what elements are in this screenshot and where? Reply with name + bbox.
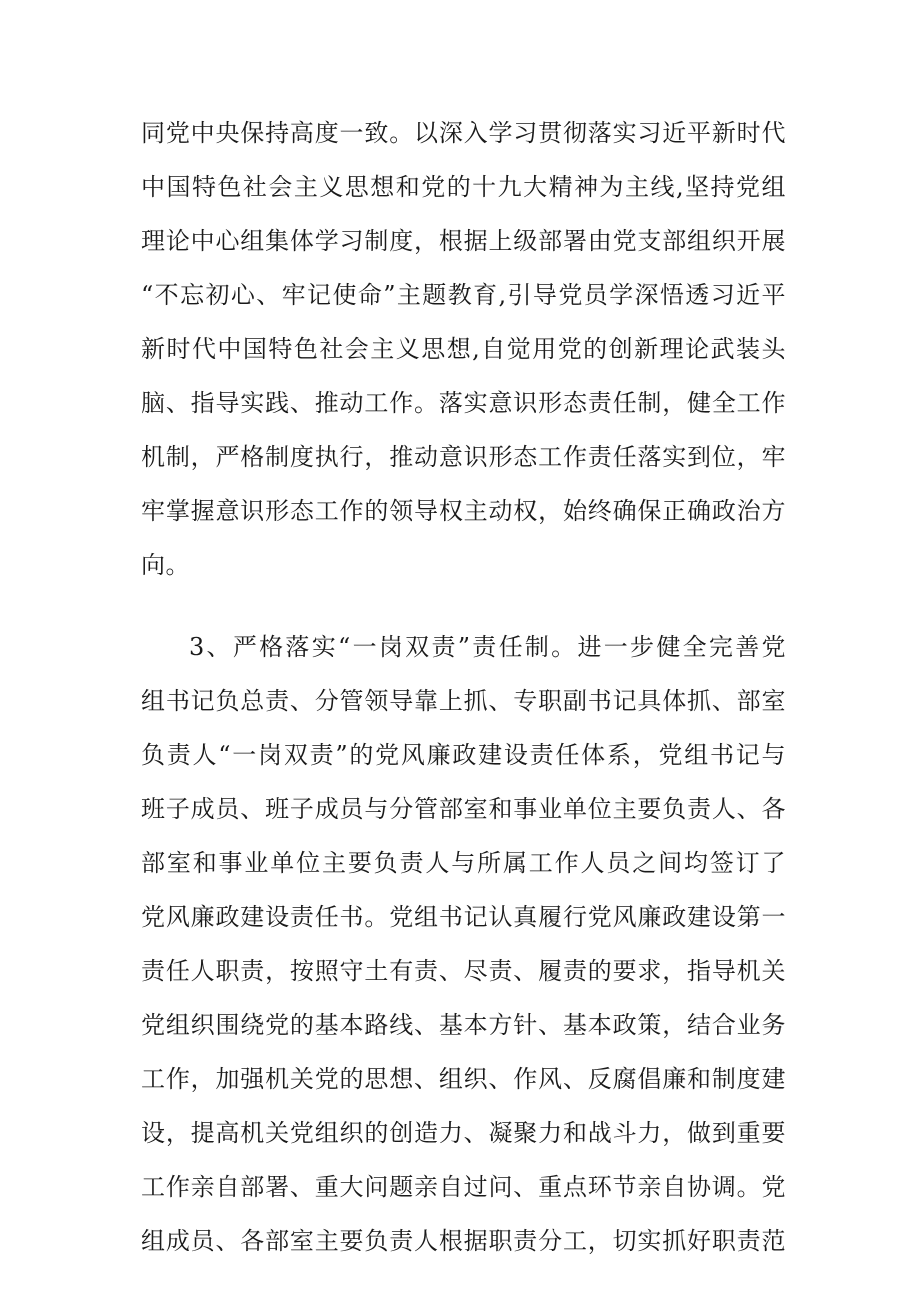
text-line: 向。	[141, 551, 190, 579]
text-line: 牢掌握意识形态工作的领导权主动权，始终确保正确政治方	[141, 497, 786, 525]
text-line: 工作亲自部署、重大问题亲自过问、重点环节亲自协调。党	[141, 1173, 786, 1201]
text-line: 脑、指导实践、推动工作。落实意识形态责任制，健全工作	[141, 389, 786, 417]
text-line: 班子成员、班子成员与分管部室和事业单位主要负责人、各	[141, 795, 786, 823]
text-line: “不忘初心、牢记使命”主题教育,引导党员学深悟透习近平	[141, 281, 786, 309]
text-line-first: 3、严格落实“一岗双责”责任制。进一步健全完善党	[189, 633, 786, 661]
text-line: 负责人“一岗双责”的党风廉政建设责任体系，党组书记与	[141, 741, 786, 769]
paragraph-one-post-two-duties	[141, 620, 786, 1268]
text-line: 部室和事业单位主要负责人与所属工作人员之间均签订了	[141, 849, 786, 877]
text-line: 设，提高机关党组织的创造力、凝聚力和战斗力，做到重要	[141, 1119, 786, 1147]
text-line: 组成员、各部室主要负责人根据职责分工，切实抓好职责范	[141, 1227, 786, 1255]
text-line: 责任人职责，按照守土有责、尽责、履责的要求，指导机关	[141, 957, 786, 985]
text-line: 理论中心组集体学习制度，根据上级部署由党支部组织开展	[141, 227, 786, 255]
text-line: 同党中央保持高度一致。以深入学习贯彻落实习近平新时代	[141, 119, 786, 147]
text-line: 工作，加强机关党的思想、组织、作风、反腐倡廉和制度建	[141, 1065, 786, 1093]
text-line: 组书记负总责、分管领导靠上抓、专职副书记具体抓、部室	[141, 687, 786, 715]
text-line: 中国特色社会主义思想和党的十九大精神为主线,坚持党组	[141, 173, 786, 201]
text-line: 党组织围绕党的基本路线、基本方针、基本政策，结合业务	[141, 1011, 786, 1039]
paragraph-political-study	[141, 106, 786, 592]
text-line: 党风廉政建设责任书。党组书记认真履行党风廉政建设第一	[141, 903, 786, 931]
text-line: 机制，严格制度执行，推动意识形态工作责任落实到位，牢	[141, 443, 786, 471]
text-line: 新时代中国特色社会主义思想,自觉用党的创新理论武装头	[141, 335, 786, 363]
